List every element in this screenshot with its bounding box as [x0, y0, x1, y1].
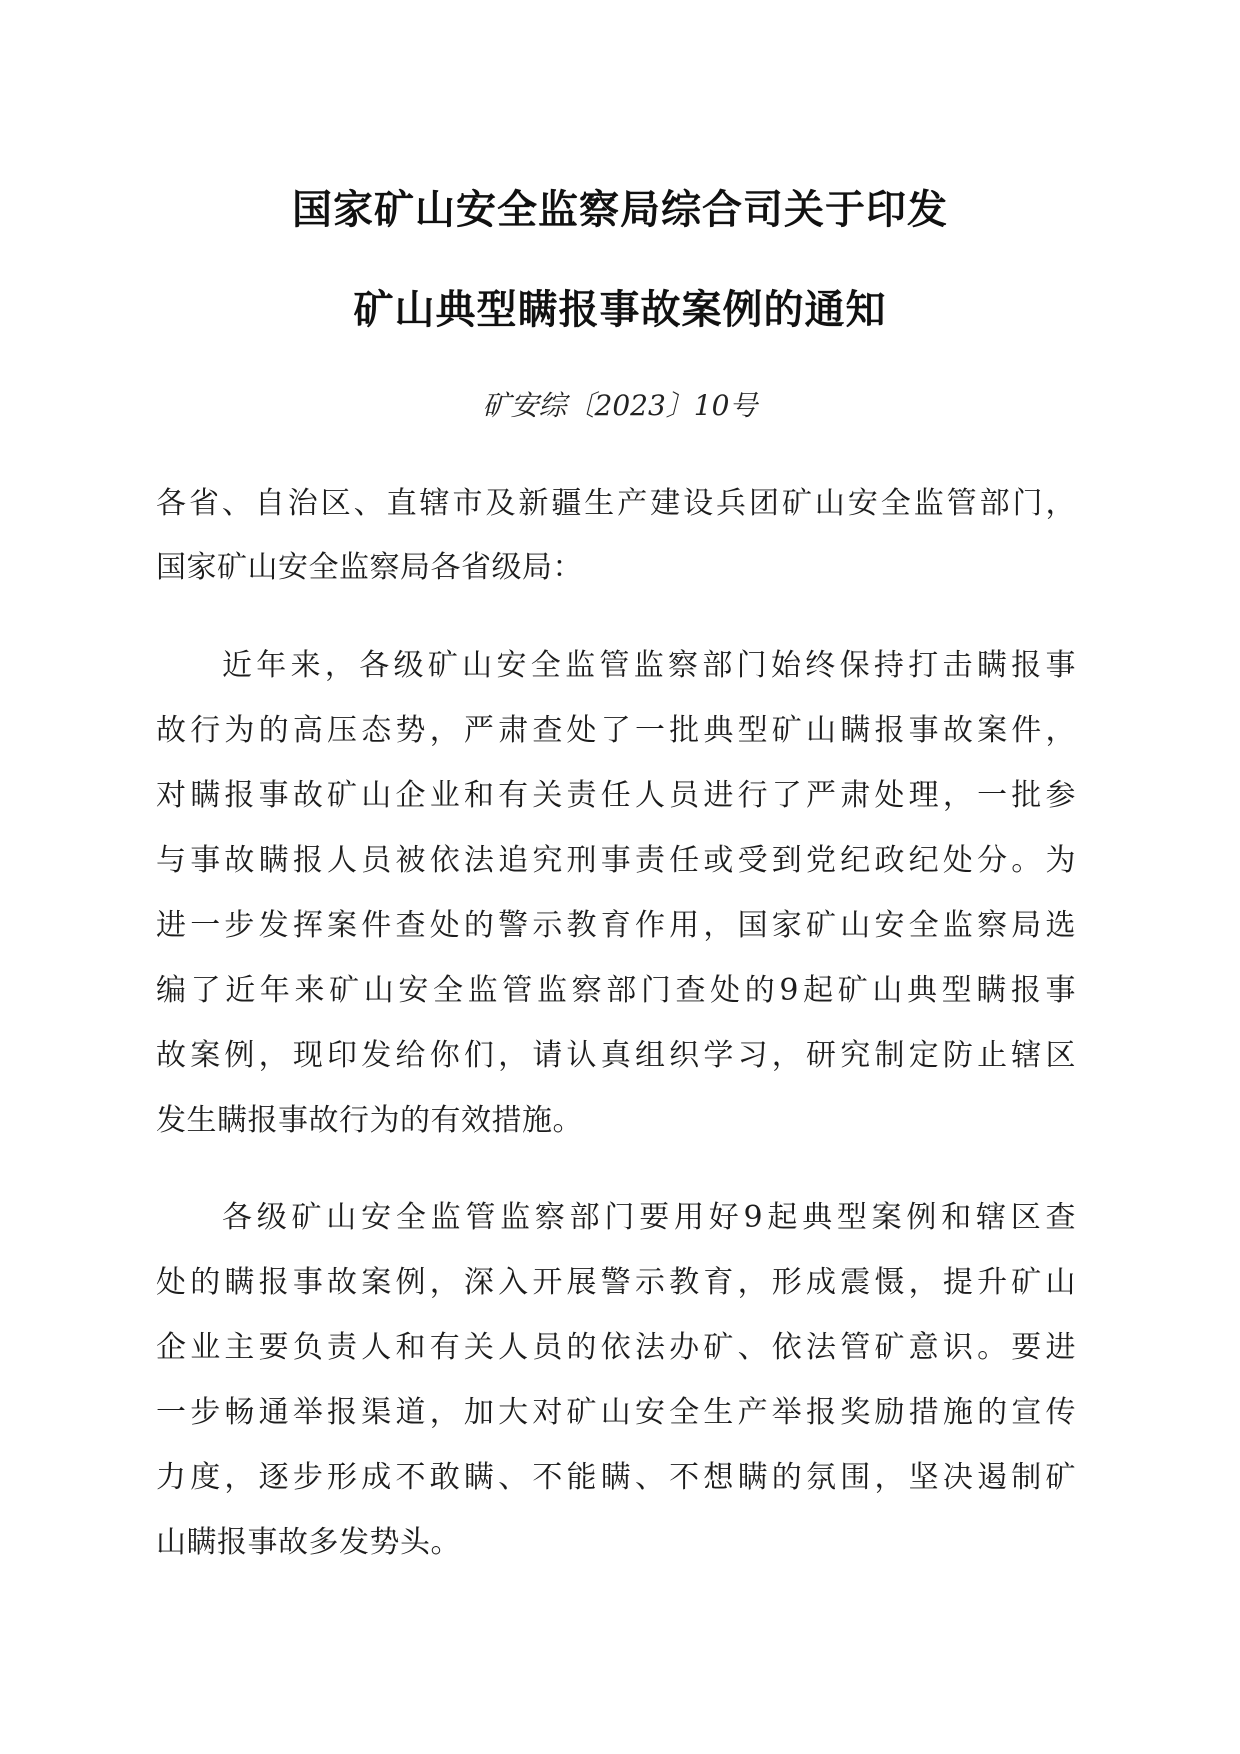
addressee-line: 各省、自治区、直辖市及新疆生产建设兵团矿山安全监管部门， — [156, 486, 1076, 521]
paragraph-line: 进一步发挥案件查处的警示教育作用，国家矿山安全监察局选 — [156, 908, 1076, 943]
paragraph-line: 故行为的高压态势，严肃查处了一批典型矿山瞒报事故案件， — [156, 713, 1076, 748]
paragraph-line: 与事故瞒报人员被依法追究刑事责任或受到党纪政纪处分。为 — [156, 843, 1076, 878]
paragraph-line: 企业主要负责人和有关人员的依法办矿、依法管矿意识。要进 — [156, 1330, 1076, 1365]
paragraph-line: 处的瞒报事故案例，深入开展警示教育，形成震慑，提升矿山 — [156, 1265, 1076, 1300]
document-title-line-2: 矿山典型瞒报事故案例的通知 — [353, 287, 887, 333]
paragraph-line: 编了近年来矿山安全监管监察部门查处的9起矿山典型瞒报事 — [156, 973, 1076, 1008]
paragraph-line: 山瞒报事故多发势头。 — [156, 1525, 461, 1560]
paragraph-line: 一步畅通举报渠道，加大对矿山安全生产举报奖励措施的宣传 — [156, 1395, 1076, 1430]
paragraph-line: 对瞒报事故矿山企业和有关责任人员进行了严肃处理，一批参 — [156, 778, 1076, 813]
paragraph-line: 故案例，现印发给你们，请认真组织学习，研究制定防止辖区 — [156, 1038, 1076, 1073]
paragraph-line: 近年来，各级矿山安全监管监察部门始终保持打击瞒报事 — [222, 648, 1076, 683]
paragraph-line: 各级矿山安全监管监察部门要用好9起典型案例和辖区查 — [222, 1200, 1076, 1235]
document-title-line-1: 国家矿山安全监察局综合司关于印发 — [292, 187, 948, 233]
paragraph-line: 力度，逐步形成不敢瞒、不能瞒、不想瞒的氛围，坚决遏制矿 — [156, 1460, 1076, 1495]
addressee-line: 国家矿山安全监察局各省级局： — [156, 550, 583, 585]
document-number: 矿安综〔2023〕10号 — [482, 389, 758, 422]
paragraph-line: 发生瞒报事故行为的有效措施。 — [156, 1103, 583, 1138]
